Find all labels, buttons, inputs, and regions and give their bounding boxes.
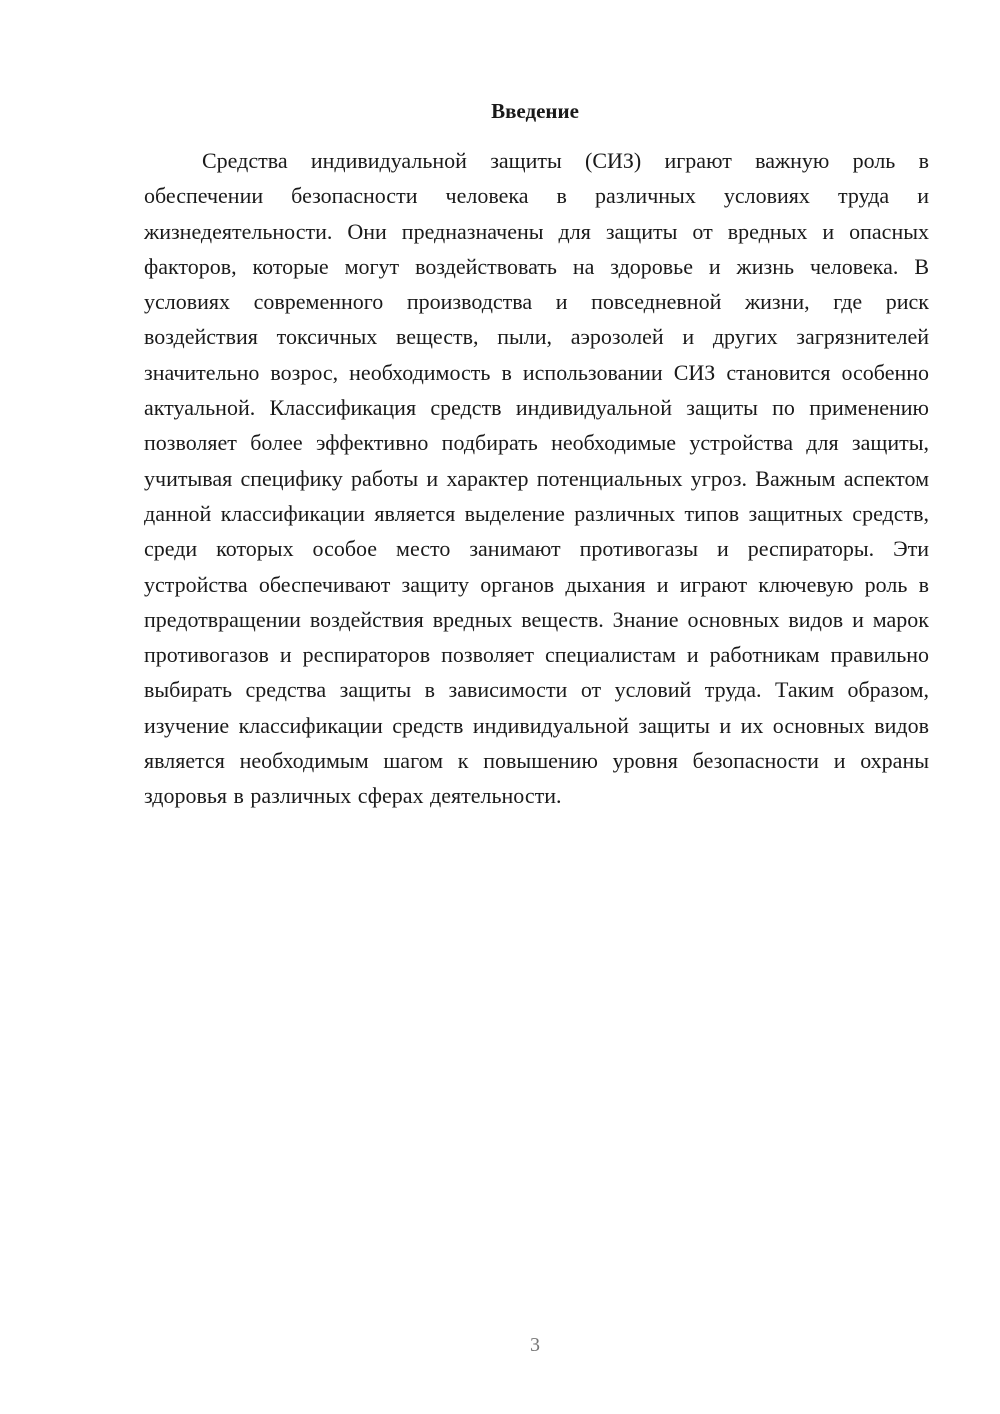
page-title: Введение (491, 99, 579, 123)
body-paragraph: Средства индивидуальной защиты (СИЗ) играют важную роль в обеспечении безопасности человека в различных условиях труда и жизнедеятельности. Они предназначены для защиты от вредных и опасных факторов, которые могут воздействовать на здоровье и жизнь человека. В условиях современного производства и повседневной жизни, где риск воздействия токсичных веществ, пыли, аэрозолей и других загрязнителей значительно возрос, необходимость в использовании СИЗ становится особенно актуальной. Классификация средств индивидуальной защиты по применению позволяет более эффективно подбирать необходимые устройства для защиты, учитывая специфику работы и характер потенциальных угроз. Важным аспектом данной классификации является выделение различных типов защитных средств, среди которых особое место занимают противогазы и респираторы. Эти устройства обеспечивают защиту органов дыхания и играют ключевую роль в предотвращении воздействия вредных веществ. Знание основных видов и марок противогазов и респираторов позволяет специалистам и работникам правильно выбирать средства защиты в зависимости от условий труда. Таким образом, изучение классификации средств индивидуальной защиты и их основных видов является необходимым шагом к повышению уровня безопасности и охраны здоровья в различных сферах деятельности. (144, 148, 929, 809)
page-number: 3 (530, 1334, 540, 1356)
